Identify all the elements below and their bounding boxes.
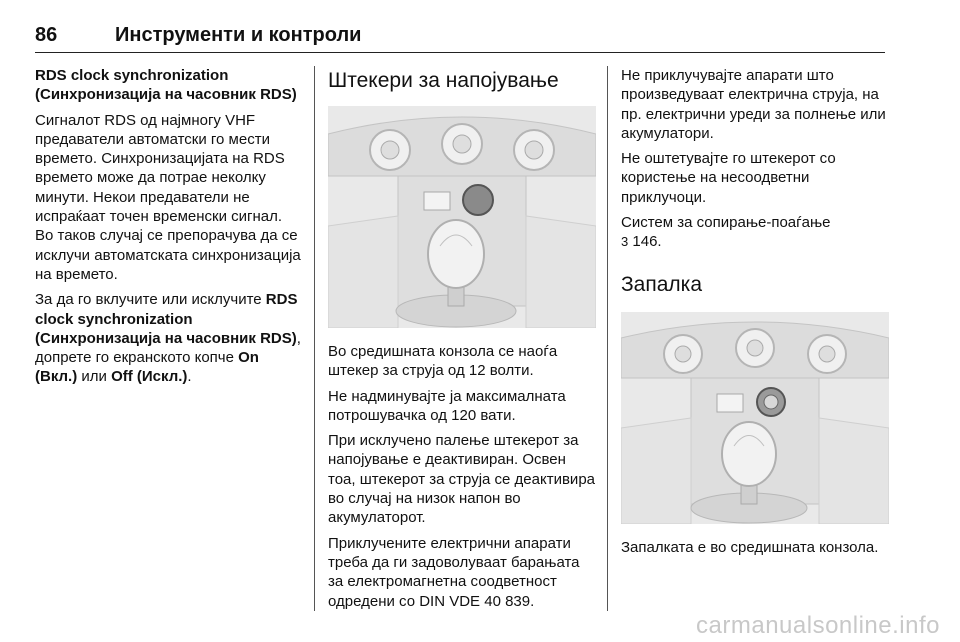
header-divider [35, 52, 885, 53]
power-outlet-p2: Не надминувајте ја максималната потрошувачка од 120 вати. [328, 387, 566, 424]
page-ref-number[interactable]: 146. [628, 233, 662, 251]
rds-toggle-end: . [187, 368, 192, 386]
watermark: carmanualsonline.info [696, 612, 940, 639]
power-outlet-illustration [328, 106, 596, 328]
rds-or-text: или [77, 368, 112, 386]
rds-on-label: On (Вкл.) [35, 349, 259, 386]
rds-toggle-menu-name: RDS clock synchronization (Синхронизација на часовник RDS) [35, 291, 298, 347]
page-header [35, 20, 885, 54]
column-divider-2 [607, 66, 608, 611]
rds-heading-line1: RDS clock synchronization [35, 67, 229, 84]
lighter-heading: Запалка [621, 272, 702, 296]
page-ref-icon: 3 [621, 234, 629, 250]
power-outlet-p3: При исклучено палење штекерот за напојување е деактивиран. Освен тоа, штекерот за струја се деактивира во случај на низок напон во акумулаторот. [328, 432, 595, 527]
lighter-drawing [621, 312, 889, 524]
chapter-title: Инструменти и контроли [115, 24, 362, 46]
column-3 [621, 66, 889, 563]
rds-toggle-intro: За да го вклучите или исклучите [35, 291, 266, 309]
rds-off-label: Off (Искл.) [111, 368, 188, 386]
warning-p1: Не приклучувајте апарати што произведуваат електрична струја, на пр. електрични уреди за полнење или акумулатори. [621, 67, 886, 142]
warning-p2: Не оштетувајте го штекерот со користење на несоодветни приклучоци. [621, 150, 836, 206]
page-number: 86 [35, 24, 58, 46]
lighter-caption: Запалката е во средишната конзола. [621, 538, 879, 556]
rds-toggle-paragraph [35, 290, 303, 386]
stop-start-reference [621, 213, 889, 252]
power-outlets-heading: Штекери за напојување [328, 69, 559, 92]
column-1 [35, 66, 303, 393]
column-divider-1 [314, 66, 315, 611]
rds-heading [35, 66, 303, 105]
rds-heading-line2: (Синхронизација на часовник RDS) [35, 86, 297, 104]
stop-start-text: Систем за сопирање-поаѓање [621, 214, 831, 232]
column-2 [328, 66, 596, 617]
power-outlet-drawing [328, 106, 596, 328]
power-outlet-p1: Во средишната конзола се наоѓа штекер за струја од 12 волти. [328, 343, 558, 380]
power-outlet-p4: Приклучените електрични апарати треба да ги задоволуваат барањата за електромагнетна соодветност одредени со DIN VDE 40 839. [328, 534, 580, 610]
rds-paragraph: Сигналот RDS од најмногу VHF предаватели автоматски го мести времето. Синхронизацијата на RDS времето може да потрае неколку минути. Некои предаватели не испраќаат точен временски сигнал. Во таков случај се препорачува да се исклучи автоматската синхронизација на времето. [35, 111, 301, 283]
lighter-illustration [621, 312, 889, 524]
rds-toggle-mid: , допрете го екранското копче [35, 329, 301, 367]
